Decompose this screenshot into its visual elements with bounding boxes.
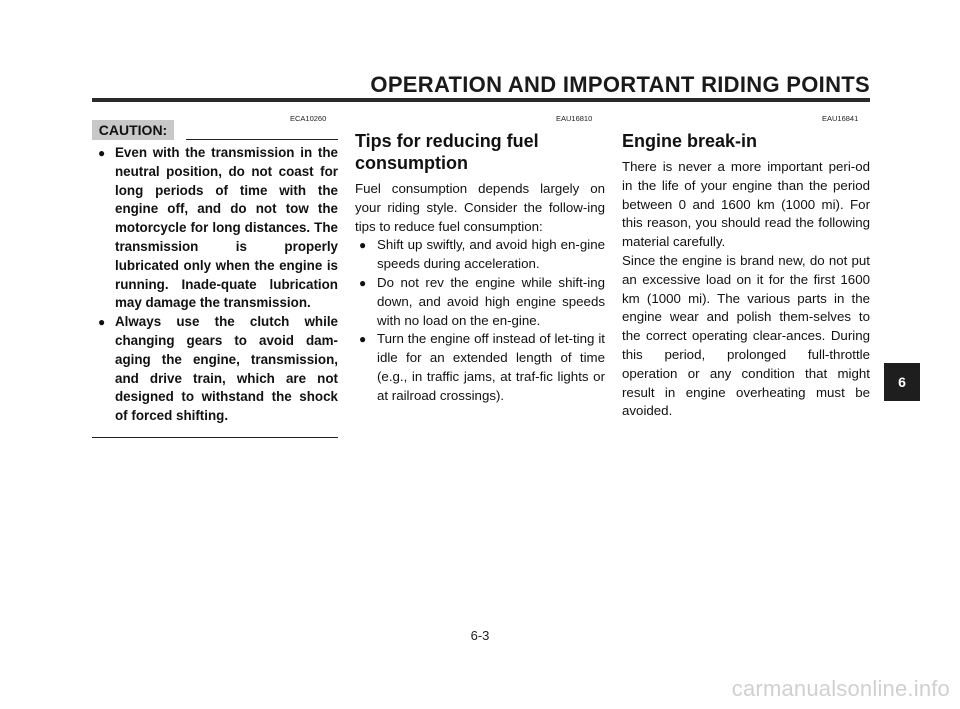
breakin-code: EAU16841 [822,114,859,123]
bullet-icon: ● [359,275,367,290]
caution-end-rule [92,437,338,438]
caution-underline [186,139,338,140]
breakin-section [622,130,870,421]
caution-header [92,120,338,140]
breakin-heading: Engine break-in [622,131,758,151]
breakin-paragraph-1: There is never a more important peri-od in the life of your engine than the period between 0 and 1600 km (1000 mi). For this reason, you should read the following material carefully. [622,159,870,250]
page-header-title: OPERATION AND IMPORTANT RIDING POINTS [370,72,870,97]
bullet-icon: ● [359,238,367,253]
breakin-paragraph-2: Since the engine is brand new, do not put an excessive load on it for the first 1600 km (1000 mi). The various parts in the engine wear and polish them-selves to the correct operating clear-ances. During this period, prolonged full-throttle operation or any condition that might result in engine overheating must be avoided. [622,252,870,419]
bullet-icon: ● [359,332,367,347]
fuel-tip-text: Turn the engine off instead of let-ting it idle for an extended length of time (e.g., in traffic jams, at traf-fic lights or at railroad crossings). [377,331,605,403]
bullet-icon: ● [98,315,106,330]
fuel-tip-text: Shift up swiftly, and avoid high en-gine speeds during acceleration. [377,237,605,272]
fuel-tip [355,330,605,405]
caution-label: CAUTION: [92,120,174,140]
chapter-tab: 6 [884,363,920,401]
page-number: 6-3 [470,628,490,643]
caution-section [92,144,338,426]
fuel-tip [355,274,605,330]
watermark: carmanualsonline.info [731,676,950,701]
fuel-heading: Tips for reducing fuel consumption [355,131,539,173]
fuel-section [355,130,605,406]
fuel-tip [355,236,605,274]
caution-item-text: Always use the clutch while changing gears to avoid dam-aging the engine, transmission, and drive train, which are not designed to withstand the shock of forced shifting. [115,314,338,424]
fuel-code: EAU16810 [556,114,593,123]
caution-item [92,313,338,426]
fuel-tip-text: Do not rev the engine while shift-ing down, and avoid high engine speeds with no load on the en-gine. [377,274,605,328]
caution-item [92,144,338,313]
caution-list [92,144,338,426]
header-rule [92,98,870,102]
fuel-intro: Fuel consumption depends largely on your riding style. Consider the follow-ing tips to reduce fuel consumption: [355,181,605,234]
caution-item-text: Even with the transmission in the neutral position, do not coast for long periods of time with the engine off, and do not tow the motorcycle for long distances. The transmission is properly lubricated only when the engine is running. Inade-quate lubrication may damage the transmission. [115,145,338,311]
bullet-icon: ● [98,146,106,160]
caution-code: ECA10260 [290,114,327,123]
fuel-tips-list [355,236,605,405]
